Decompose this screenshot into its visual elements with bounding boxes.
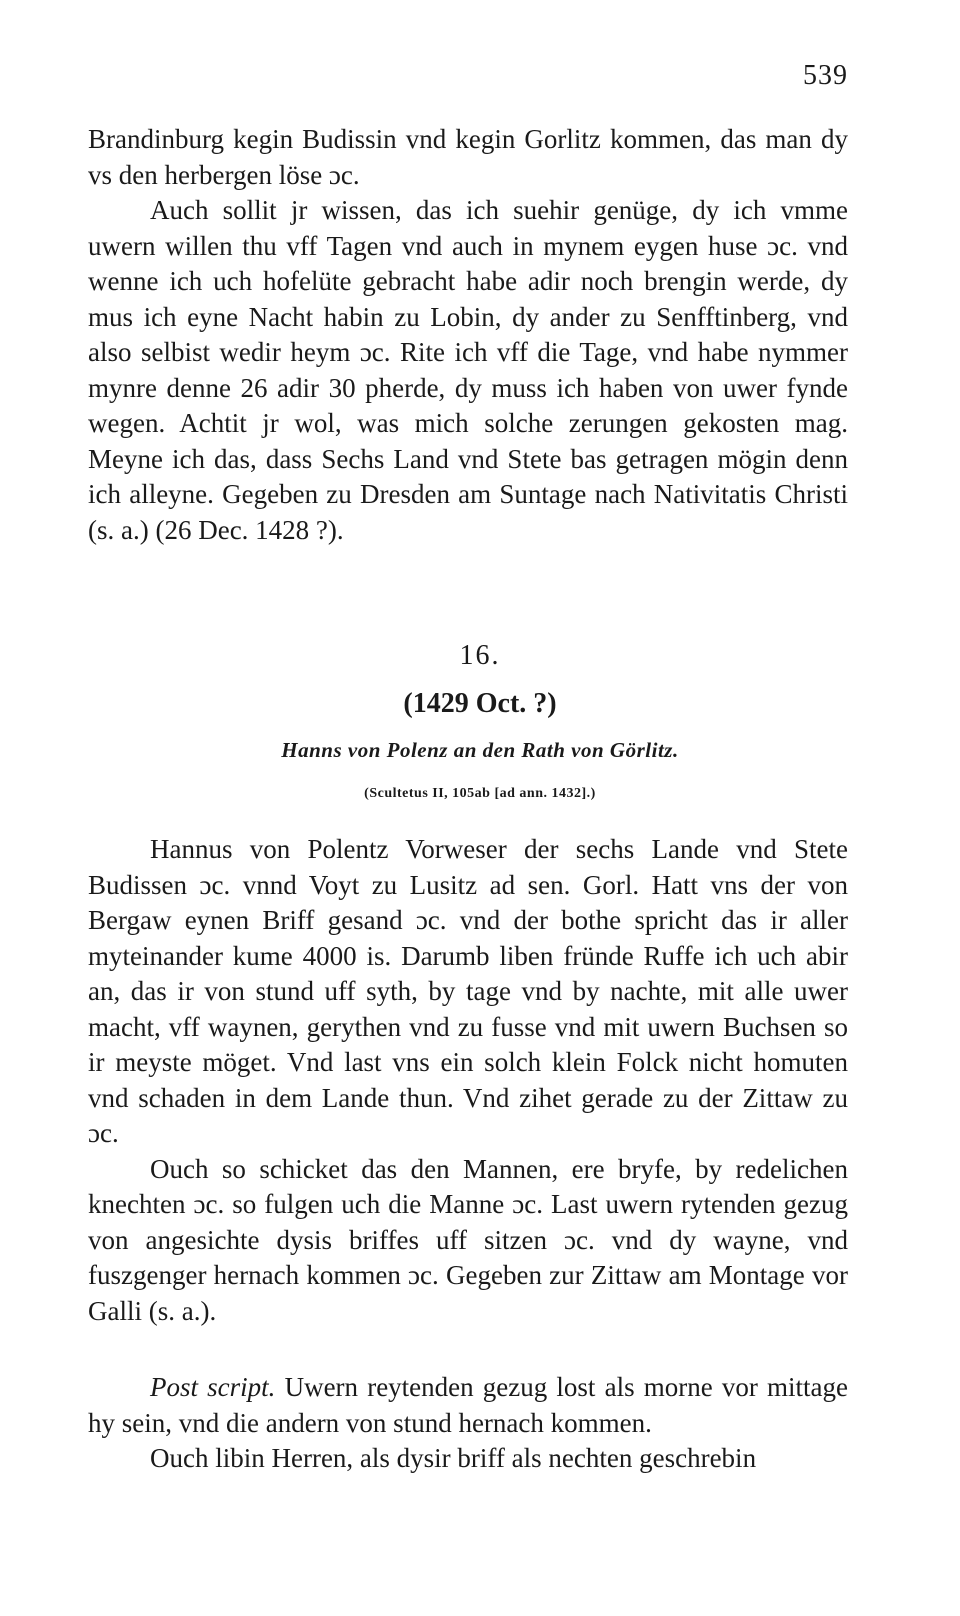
document-number: 16. [459,640,501,671]
postscript-body: Uwern reytenden gezug lost als morne vor mittage hy sein, vnd die andern von stund hernach kommen. [88,1372,848,1438]
postscript-paragraph-1 [88,1370,848,1441]
postscript-text [88,1370,848,1477]
page-number: 539 [803,60,848,91]
postscript-paragraph-2: Ouch libin Herren, als dysir briff als nechten geschrebin [150,1443,757,1473]
document-title: Hanns von Polenz an den Rath von Görlitz. [281,738,679,762]
document-date: (1429 Oct. ?) [403,688,557,719]
intro-paragraph-2: Auch sollit jr wissen, das ich suehir genüge, dy ich vmme uwern willen thu vff Tagen vnd auch in mynem eygen huse ɔc. vnd wenne ich uch hofelüte gebracht habe adir noch brengin werde, dy mus ich eyne Nacht habin zu Lobin, dy ander zu Senfftinberg, vnd also selbist wedir heym ɔc. Rite ich vff die Tage, vnd habe nymmer mynre denne 26 adir 30 pherde, dy muss ich haben von uwer fynde wegen. Achtit jr wol, was mich solche zerungen gekosten mag. Meyne ich das, dass Sechs Land vnd Stete bas getragen mögin denn ich alleyne. Gegeben zu Dresden am Suntage nach Nativitatis Christi (s. a.) (26 Dec. 1428 ?). [88,195,848,545]
letter-paragraph-2: Ouch so schicket das den Mannen, ere bryfe, by redelichen knechten ɔc. so fulgen uch die Manne ɔc. Last uwern rytenden gezug von angesichte dysis briffes uff sitzen ɔc. vnd dy wayne, vnd fuszgenger hernach kommen ɔc. Gegeben zur Zittaw am Montage vor Galli (s. a.). [88,1153,848,1326]
document-source: (Scultetus II, 105ab [ad ann. 1432].) [364,786,596,801]
letter-paragraph-1: Hannus von Polentz Vorweser der sechs Lande vnd Stete Budissen ɔc. vnnd Voyt zu Lusitz ad sen. Gorl. Hatt vns der von Bergaw eynen Briff gesand ɔc. vnd der bothe spricht das ir aller myteinander kume 4000 is. Darumb liben fründe Ruffe ich uch abir an, das ir von stund uff syth, by tage vnd by nachte, mit alle uwer macht, vff waynen, gerythen vnd zu fusse vnd mit uwern Buchsen so ir meyste möget. Vnd last vns ein solch klein Folck nicht homuten vnd schaden in dem Lande thun. Vnd zihet gerade zu der Zittaw zu ɔc. [88,834,848,1148]
letter-text [88,832,848,1329]
intro-text [88,122,848,548]
intro-paragraph-1: Brandinburg kegin Budissin vnd kegin Gorlitz kommen, das man dy vs den herbergen löse ɔc. [88,124,848,190]
postscript-label: Post script. [150,1372,276,1402]
